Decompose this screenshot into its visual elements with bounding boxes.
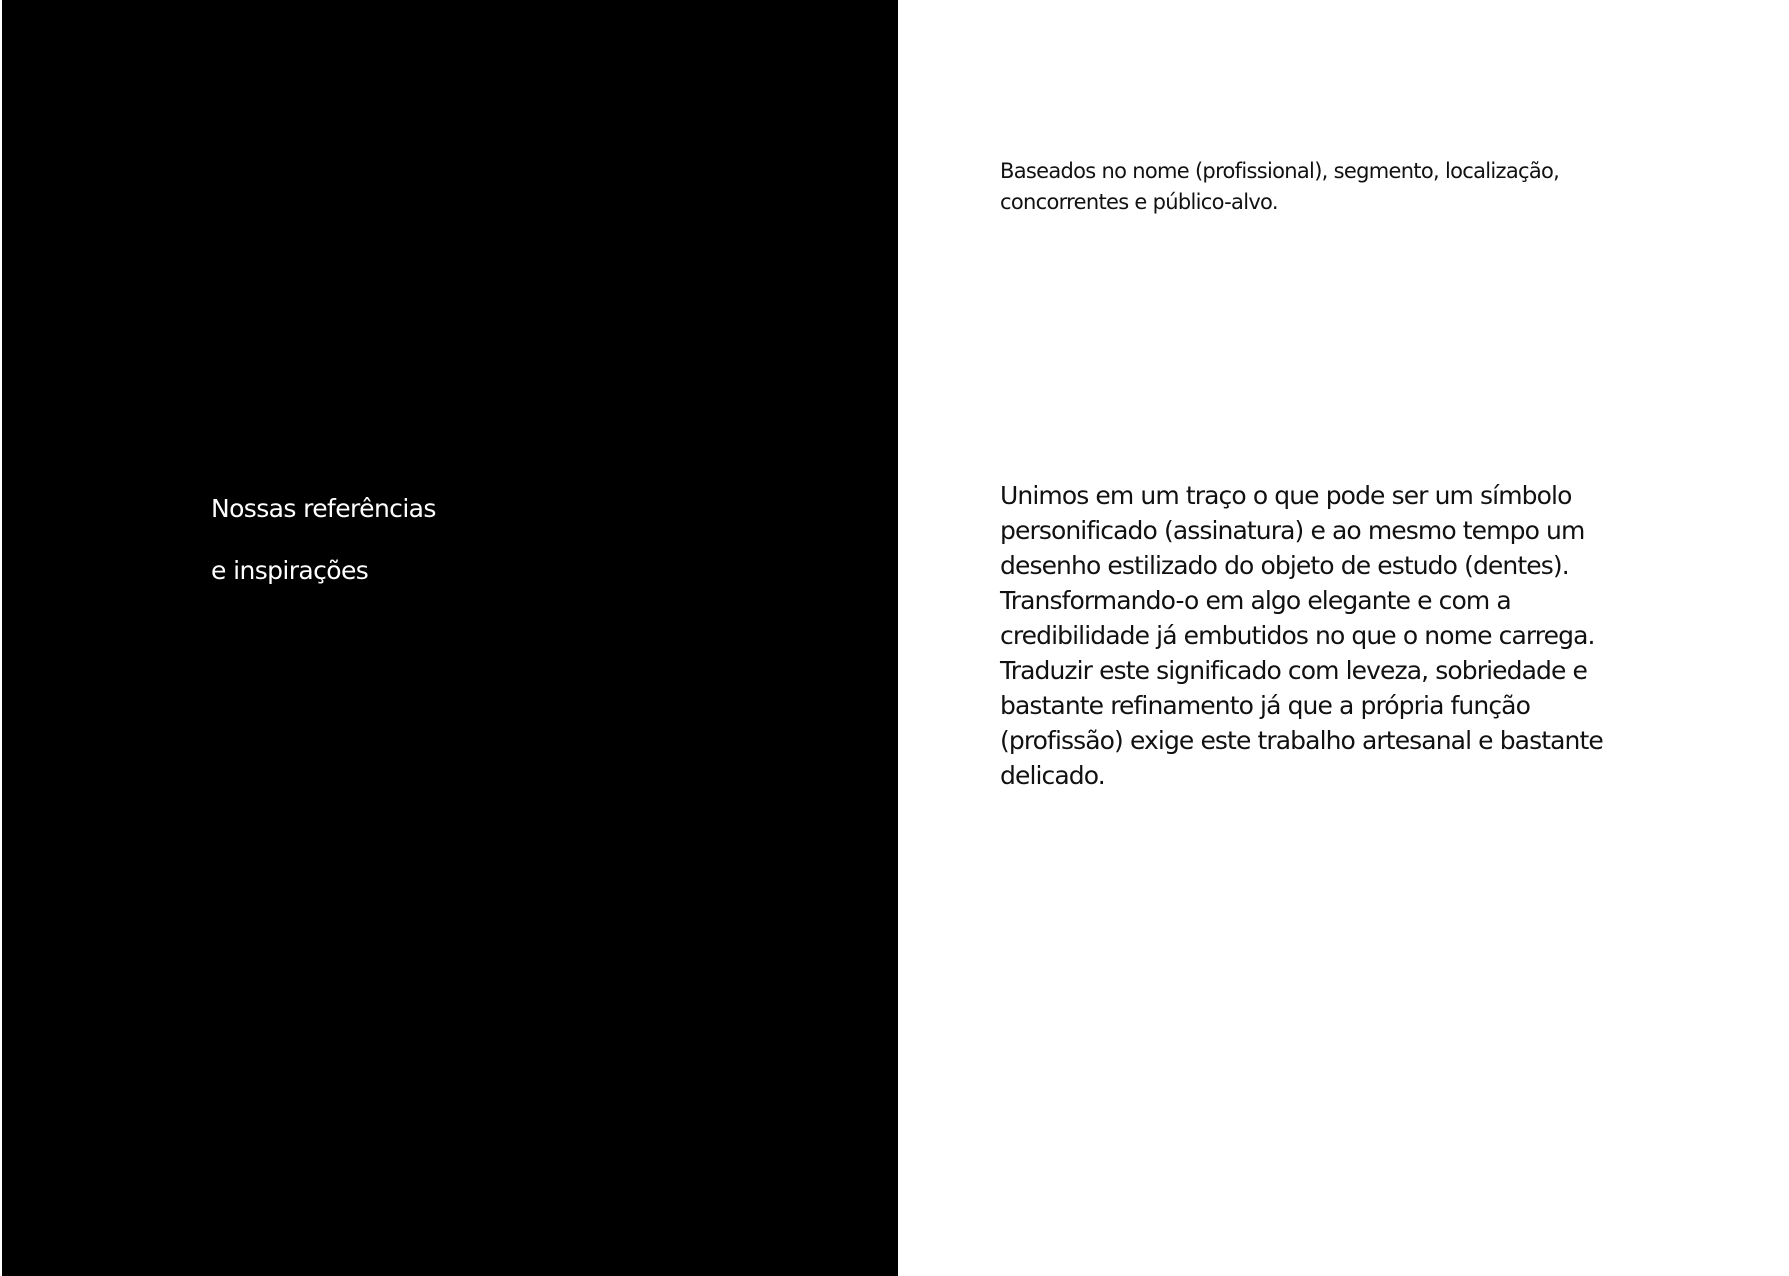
body-line-7: bastante refinamento já que a própria função bbox=[1000, 691, 1530, 720]
body-line-2: personificado (assinatura) e ao mesmo tempo um bbox=[1000, 516, 1585, 545]
body-line-5: credibilidade já embutidos no que o nome carrega. bbox=[1000, 621, 1595, 650]
subtitle bbox=[1000, 156, 1640, 218]
body-line-9: delicado. bbox=[1000, 761, 1105, 790]
body-line-4: Transformando-o em algo elegante e com a bbox=[1000, 586, 1511, 615]
heading-line-1: Nossas referências bbox=[211, 494, 436, 523]
body-paragraph bbox=[1000, 478, 1660, 793]
body-line-3: desenho estilizado do objeto de estudo (dentes). bbox=[1000, 551, 1569, 580]
body-line-1: Unimos em um traço o que pode ser um símbolo bbox=[1000, 481, 1572, 510]
subtitle-line-2: concorrentes e público-alvo. bbox=[1000, 190, 1278, 214]
body-line-6: Traduzir este significado com leveza, sobriedade e bbox=[1000, 656, 1588, 685]
subtitle-line-1: Baseados no nome (profissional), segmento, localização, bbox=[1000, 159, 1560, 183]
left-panel bbox=[2, 0, 898, 1276]
right-panel bbox=[898, 0, 1789, 1276]
body-line-8: (profissão) exige este trabalho artesanal e bastante bbox=[1000, 726, 1603, 755]
section-heading bbox=[211, 478, 711, 602]
heading-line-2: e inspirações bbox=[211, 556, 369, 585]
